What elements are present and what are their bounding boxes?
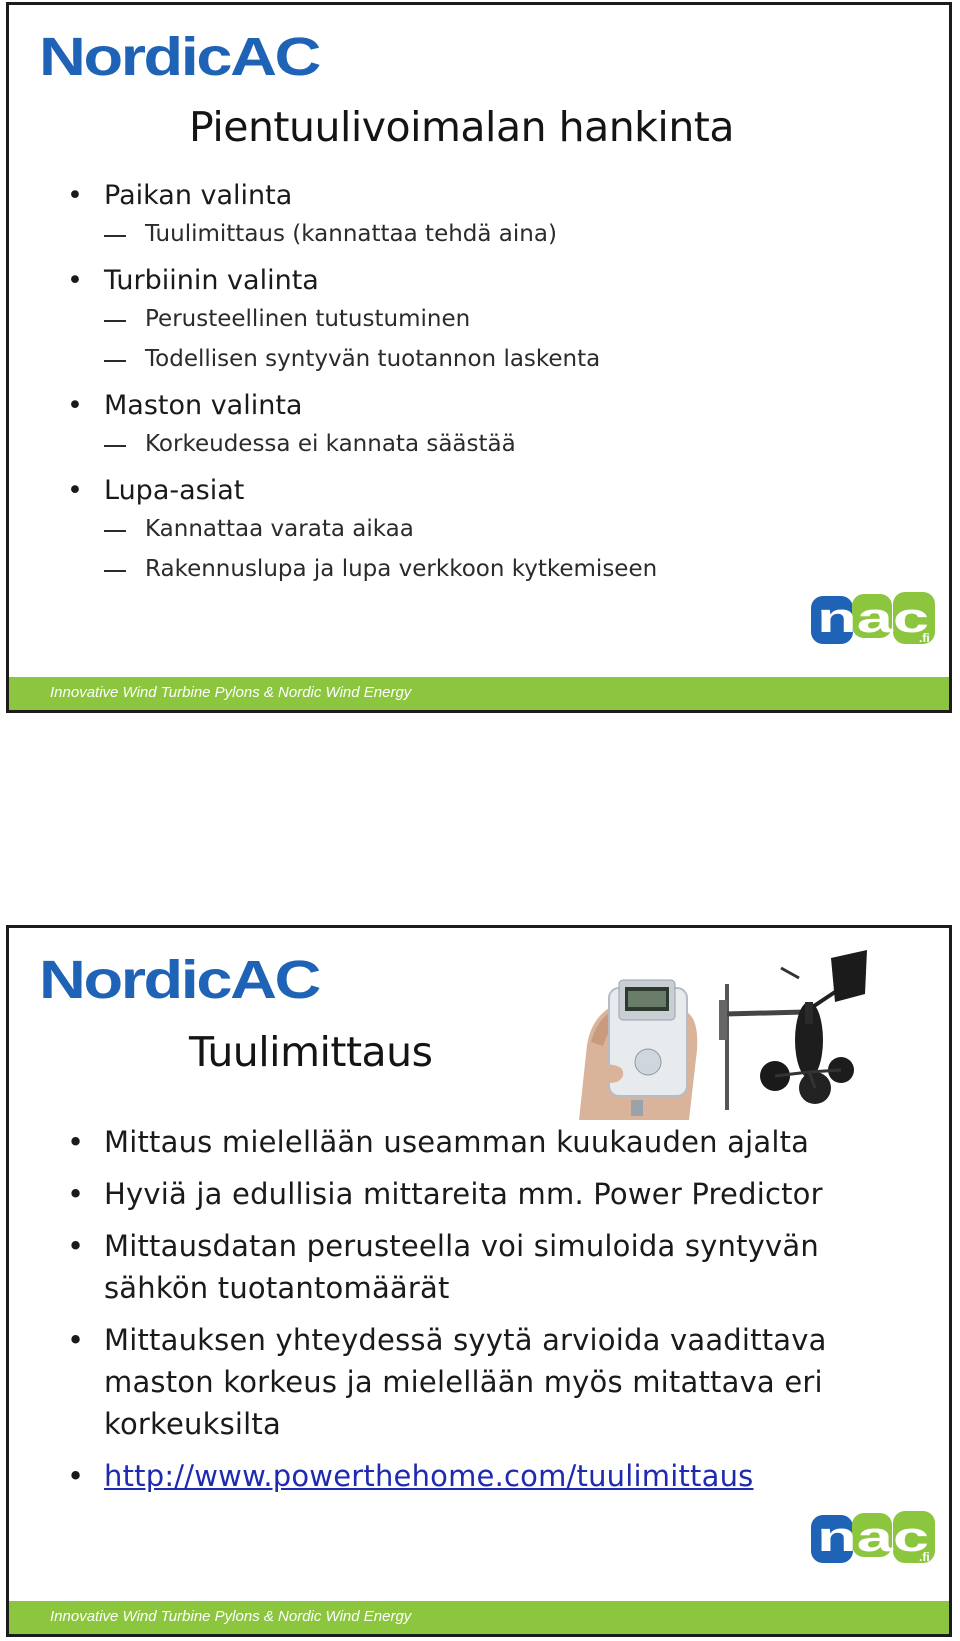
bullet-item: • Mittauksen yhteydessä syytä arvioida vaadittava maston korkeus ja mielellään myös mitattava eri korkeuksilta: [65, 1319, 865, 1445]
sub-bullet-item: Rakennuslupa ja lupa verkkoon kytkemiseen: [104, 549, 925, 589]
bullet-text: Paikan valinta: [104, 180, 293, 211]
nac-logo-suffix: .fi: [919, 631, 930, 645]
bullet-text: Lupa-asiat: [104, 475, 245, 506]
nordicac-logo: [39, 29, 339, 85]
wind-measurement-devices-image: [569, 950, 869, 1120]
nordicac-logo: [39, 952, 339, 1008]
bullet-item-link: [65, 1455, 865, 1497]
nac-logo-suffix: .fi: [919, 1550, 930, 1564]
nac-fi-logo: [811, 1511, 935, 1567]
slide-title: Pientuulivoimalan hankinta: [189, 103, 735, 151]
sub-bullet-item: Todellisen syntyvän tuotannon laskenta: [104, 339, 925, 379]
bullet-item: • Hyviä ja edullisia mittareita mm. Power Predictor: [65, 1173, 865, 1215]
slide-2: [6, 925, 952, 1637]
nordicac-logo-text: NordicAC: [39, 952, 321, 1008]
nac-logo-text: nac: [817, 594, 929, 641]
slide-1: [6, 2, 952, 713]
bullet-item: [65, 387, 925, 464]
bullet-item: • Mittaus mielellään useamman kuukauden ajalta: [65, 1121, 865, 1163]
sub-bullet-item: Tuulimittaus (kannattaa tehdä aina): [104, 214, 925, 254]
bullet-list: [65, 1121, 865, 1507]
bullet-text: Turbiinin valinta: [104, 265, 319, 296]
nac-logo-text: nac: [817, 1513, 929, 1560]
nac-fi-logo: [811, 592, 935, 648]
bullet-item: • Mittausdatan perusteella voi simuloida syntyvän sähkön tuotantomäärät: [65, 1225, 865, 1309]
slide-footer: [9, 1601, 949, 1634]
slide-footer: [9, 677, 949, 710]
slide-title: Tuulimittaus: [189, 1028, 433, 1076]
bullet-list: [65, 177, 925, 589]
bullet-item: [65, 472, 925, 589]
bullet-item: [65, 177, 925, 254]
sub-bullet-item: Kannattaa varata aikaa: [104, 509, 925, 549]
footer-text: Innovative Wind Turbine Pylons & Nordic Wind Energy: [50, 1608, 412, 1625]
sub-bullet-item: Perusteellinen tutustuminen: [104, 299, 925, 339]
footer-text: Innovative Wind Turbine Pylons & Nordic Wind Energy: [50, 684, 412, 701]
bullet-text: Maston valinta: [104, 390, 303, 421]
nordicac-logo-text: NordicAC: [39, 29, 321, 85]
bullet-item: [65, 262, 925, 379]
sub-bullet-item: Korkeudessa ei kannata säästää: [104, 424, 925, 464]
powerthehome-link[interactable]: http://www.powerthehome.com/tuulimittaus: [104, 1459, 754, 1493]
